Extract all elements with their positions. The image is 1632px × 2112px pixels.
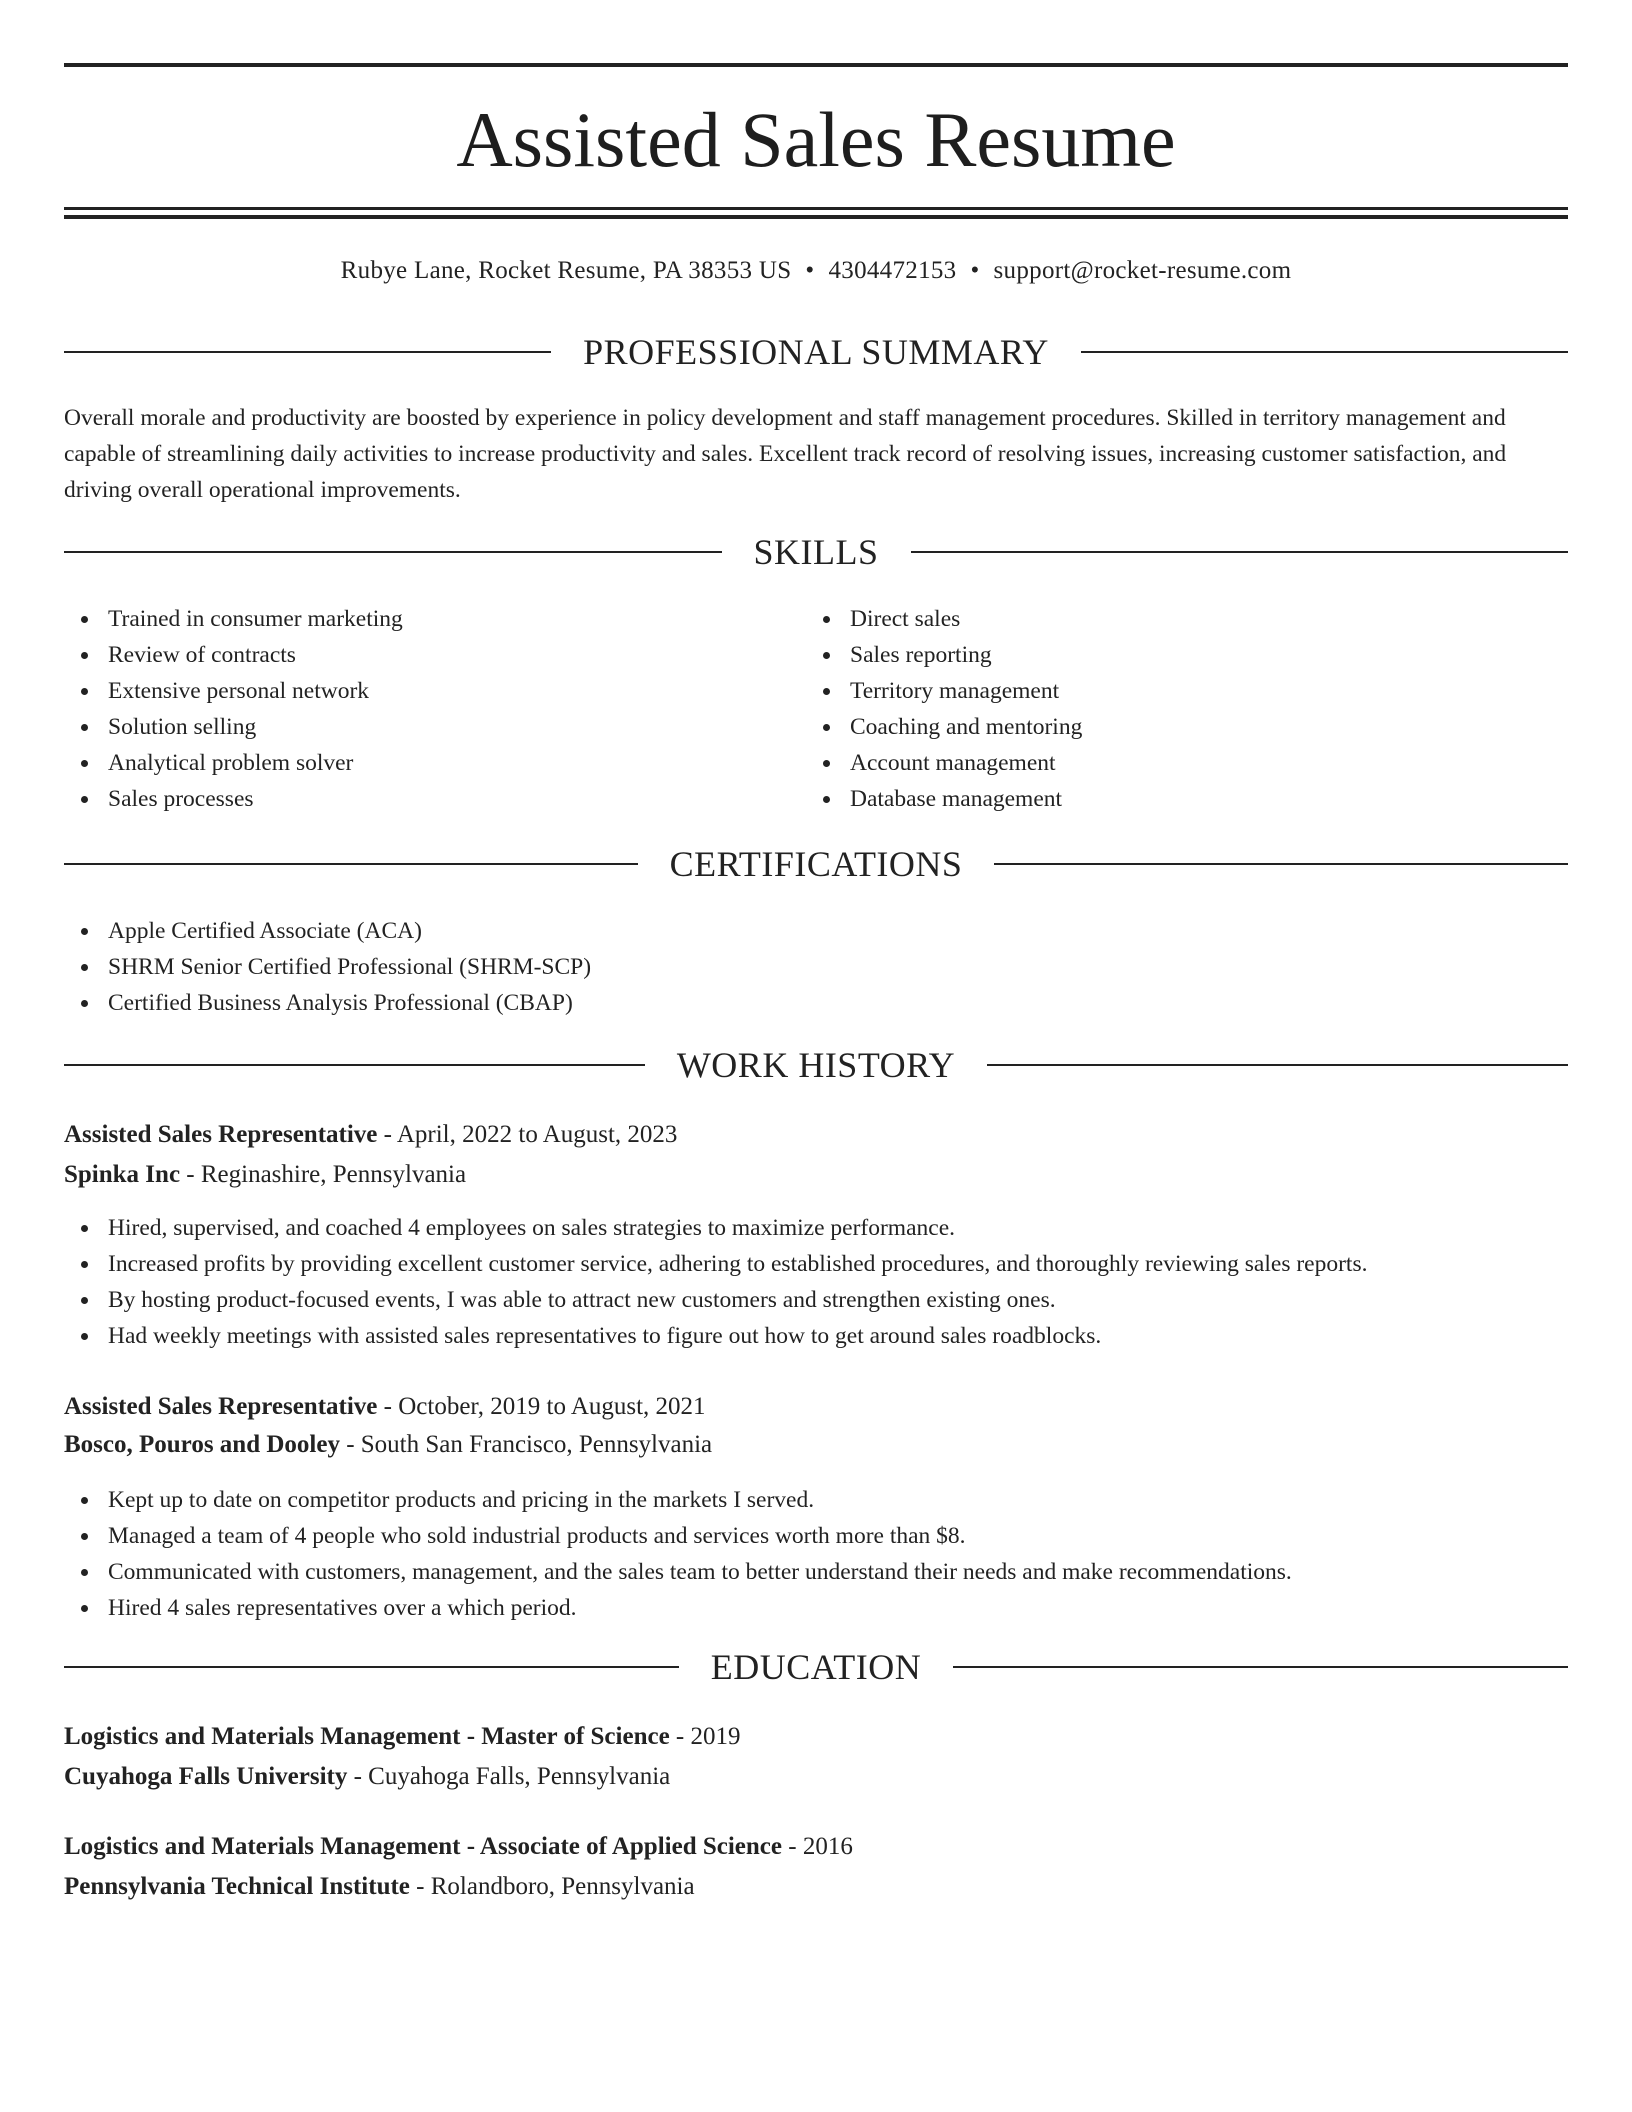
skill-item: Review of contracts [64,637,403,673]
education-school-line [64,1760,1568,1794]
contact-phone: 4304472153 [828,257,957,284]
contact-email: support@rocket-resume.com [993,257,1292,284]
job-title-line [64,1118,1568,1152]
heading-rule-left [64,1064,645,1066]
heading-rule-right [987,1064,1568,1066]
skill-item: Sales reporting [806,637,1082,673]
education-degree-line [64,1830,1568,1864]
education-school: Pennsylvania Technical Institute [64,1873,410,1900]
education-school-line [64,1870,1568,1904]
certifications-heading-label: CERTIFICATIONS [669,844,963,884]
education-degree: Logistics and Materials Management - Master of Science [64,1723,670,1750]
job-company-line [64,1428,1568,1462]
heading-rule-right [1081,351,1568,353]
skills-list-right [806,601,1082,817]
work-history-heading [64,1043,1568,1087]
heading-rule-left [64,863,638,865]
skill-item: Database management [806,781,1082,817]
heading-rule-right [953,1666,1568,1668]
certifications-heading [64,842,1568,886]
skill-item: Extensive personal network [64,673,403,709]
job-title: Assisted Sales Representative [64,1121,378,1148]
skill-item: Account management [806,745,1082,781]
education-heading [64,1645,1568,1689]
job-company-line [64,1158,1568,1192]
heading-rule-right [994,863,1568,865]
education-location: - Cuyahoga Falls, Pennsylvania [347,1763,671,1790]
education-heading-label: EDUCATION [710,1647,922,1687]
heading-rule-left [64,351,551,353]
job-bullets [64,1482,1292,1626]
job-bullet: Hired 4 sales representatives over a which period. [64,1590,1292,1626]
certifications-list [64,913,591,1021]
education-school: Cuyahoga Falls University [64,1763,348,1790]
summary-heading-label: PROFESSIONAL SUMMARY [583,332,1049,372]
job-title: Assisted Sales Representative [64,1393,378,1420]
contact-address: Rubye Lane, Rocket Resume, PA 38353 US [340,257,792,284]
skills-heading [64,530,1568,574]
heading-rule-right [911,551,1569,553]
job-bullet: Managed a team of 4 people who sold industrial products and services worth more than $8. [64,1518,1292,1554]
job-bullet: Kept up to date on competitor products and pricing in the markets I served. [64,1482,1292,1518]
skill-item: Sales processes [64,781,403,817]
education-year: - 2019 [669,1723,741,1750]
education-degree: Logistics and Materials Management - Associate of Applied Science [64,1833,782,1860]
job-bullets [64,1210,1367,1354]
contact-separator: • [805,257,815,284]
contact-separator: • [970,257,980,284]
skill-item: Coaching and mentoring [806,709,1082,745]
heading-rule-left [64,551,722,553]
skill-item: Trained in consumer marketing [64,601,403,637]
title-rule-lower [64,215,1568,219]
job-location: - South San Francisco, Pennsylvania [339,1431,713,1458]
job-bullet: By hosting product-focused events, I was able to attract new customers and strengthen existing ones. [64,1282,1367,1318]
job-dates: - April, 2022 to August, 2023 [377,1121,678,1148]
job-bullet: Communicated with customers, management, and the sales team to better understand their needs and make recommendations. [64,1554,1292,1590]
job-bullet: Had weekly meetings with assisted sales representatives to figure out how to get around sales roadblocks. [64,1318,1367,1354]
title-rule-upper [64,207,1568,210]
summary-text: Overall morale and productivity are boosted by experience in policy development and staff management procedures. Skilled in territory management and capable of streamlining daily activities to increase productivity and sales. Excellent track record of resolving issues, increasing customer satisfaction, and driving overall operational improvements. [64,405,1507,503]
skills-list-left [64,601,403,817]
job-bullet: Increased profits by providing excellent customer service, adhering to established procedures, and thoroughly reviewing sales reports. [64,1246,1367,1282]
job-location: - Reginashire, Pennsylvania [180,1161,467,1188]
job-bullet: Hired, supervised, and coached 4 employees on sales strategies to maximize performance. [64,1210,1367,1246]
certification-item: Apple Certified Associate (ACA) [64,913,591,949]
job-company: Bosco, Pouros and Dooley [64,1431,340,1458]
contact-line [64,254,1568,288]
education-location: - Rolandboro, Pennsylvania [409,1873,695,1900]
education-degree-line [64,1720,1568,1754]
job-company: Spinka Inc [64,1161,181,1188]
certification-item: SHRM Senior Certified Professional (SHRM-SCP) [64,949,591,985]
skills-heading-label: SKILLS [753,532,879,572]
skill-item: Solution selling [64,709,403,745]
skill-item: Territory management [806,673,1082,709]
job-title-line [64,1390,1568,1424]
resume-title: Assisted Sales Resume [456,96,1176,183]
top-rule [64,63,1568,67]
work-history-heading-label: WORK HISTORY [676,1045,956,1085]
skill-item: Analytical problem solver [64,745,403,781]
education-year: - 2016 [782,1833,853,1860]
certification-item: Certified Business Analysis Professional (CBAP) [64,985,591,1021]
heading-rule-left [64,1666,679,1668]
job-dates: - October, 2019 to August, 2021 [377,1393,706,1420]
skill-item: Direct sales [806,601,1082,637]
summary-heading [64,330,1568,374]
